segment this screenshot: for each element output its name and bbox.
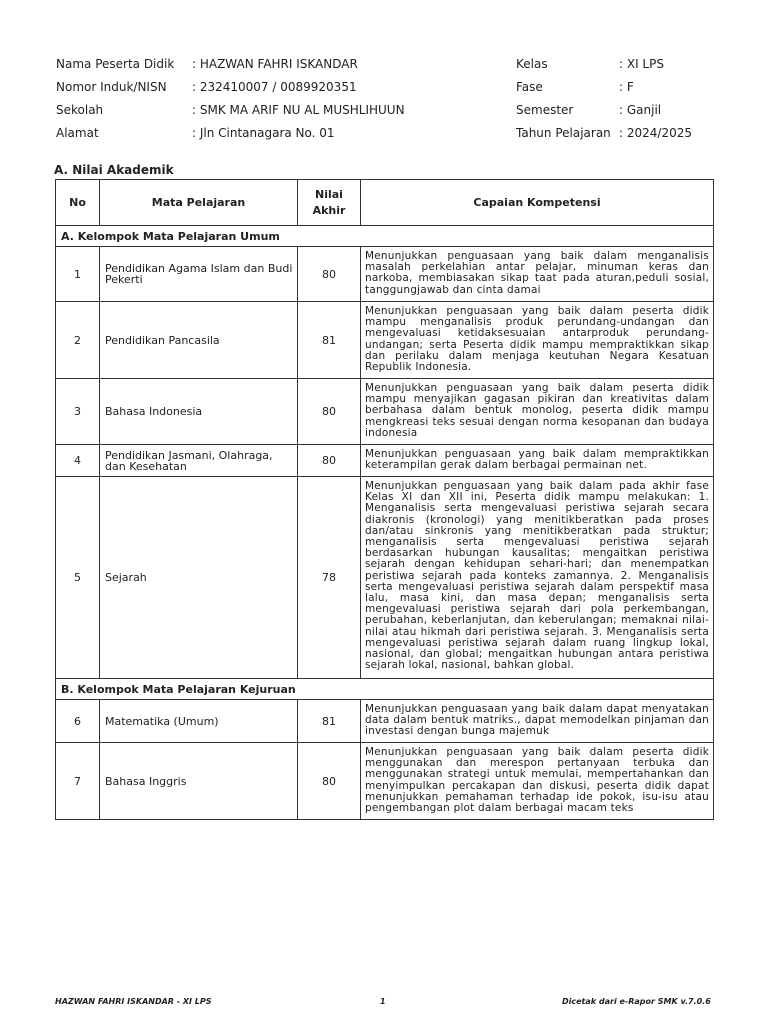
row-score: 81 [298, 302, 361, 379]
row-no: 3 [56, 379, 100, 445]
table-row [56, 743, 714, 820]
group-row-kejuruan [56, 679, 714, 700]
row-subject: Bahasa Indonesia [100, 379, 298, 445]
academic-year-value: : 2024/2025 [619, 126, 692, 140]
row-subject: Bahasa Inggris [100, 743, 298, 820]
row-score: 78 [298, 477, 361, 679]
row-competency: Menunjukkan penguasaan yang baik dalam pada akhir fase Kelas XI dan XII ini, Peserta didik mampu melakukan: 1. Menganalisis serta mengevaluasi peristiwa sejarah secara diakronis (kronologi) yang menitikberatkan pada proses dan/atau sinkronis yang menitikberatkan pada struktur; menganalisis serta mengevaluasi peristiwa sejarah berdasarkan hubungan kausalitas; mengaitkan peristiwa sejarah dengan kehidupan sehari-hari; dan menempatkan peristiwa sejarah pada konteks zamannya. 2. Menganalisis serta mengevaluasi peristiwa sejarah dalam perspektif masa lalu, masa kini, dan masa depan; menganalisis serta mengevaluasi peristiwa sejarah dari pola perkembangan, perubahan, keberlanjutan, dan keberulangan; memaknai nilai-nilai atau hikmah dari peristiwa sejarah. 3. Menganalisis serta mengevaluasi peristiwa sejarah dalam ruang lingkup lokal, nasional, dan global; mengaitkan hubungan antara peristiwa sejarah lokal, nasional, bahkan global. [361, 477, 714, 679]
table-row [56, 379, 714, 445]
row-subject: Pendidikan Agama Islam dan Budi Pekerti [100, 247, 298, 302]
table-row [56, 477, 714, 679]
row-score: 80 [298, 247, 361, 302]
table-row [56, 302, 714, 379]
table-row [56, 700, 714, 743]
header-competency: Capaian Kompetensi [361, 180, 714, 226]
group-row-umum [56, 226, 714, 247]
student-nisn-value: : 232410007 / 0089920351 [192, 80, 357, 94]
header-score-line2: Akhir [312, 203, 346, 217]
row-score: 80 [298, 743, 361, 820]
student-name-value: : HAZWAN FAHRI ISKANDAR [192, 57, 358, 71]
table-header-row [56, 180, 714, 226]
row-no: 1 [56, 247, 100, 302]
row-subject: Pendidikan Jasmani, Olahraga, dan Kesehatan [100, 445, 298, 477]
phase-value: : F [619, 80, 634, 94]
table-row [56, 445, 714, 477]
school-label: Sekolah [56, 103, 104, 117]
row-competency: Menunjukkan penguasaan yang baik dalam peserta didik mampu menganalisis produk perundang-undangan dan mengevaluasi ketidaksesuaian antarproduk perundang-undangan; serta Peserta didik mampu mempraktikkan sikap dan perilaku dalam menjaga keutuhan Negara Kesatuan Republik Indonesia. [361, 302, 714, 379]
row-score: 81 [298, 700, 361, 743]
semester-value: : Ganjil [619, 103, 662, 117]
table-row [56, 247, 714, 302]
address-label: Alamat [56, 126, 99, 140]
row-competency: Menunjukkan penguasaan yang baik dalam menganalisis masalah perkelahian antar pelajar, minuman keras dan narkoba, membiasakan sikap taat pada aturan,peduli sosial, tanggungjawab dan cinta damai [361, 247, 714, 302]
footer-student: HAZWAN FAHRI ISKANDAR - XI LPS [55, 997, 212, 1006]
class-label: Kelas [516, 57, 548, 71]
row-subject: Matematika (Umum) [100, 700, 298, 743]
student-nisn-label: Nomor Induk/NISN [56, 80, 167, 94]
row-subject: Sejarah [100, 477, 298, 679]
row-competency: Menunjukkan penguasaan yang baik dalam peserta didik menggunakan dan merespon pertanyaan terbuka dan menggunakan strategi untuk memulai, mempertahankan dan menyimpulkan percakapan dan diskusi, peserta didik dapat menunjukkan pemahaman terhadap ide pokok, isu-isu atau pengembangan plot dalam berbagai macam teks [361, 743, 714, 820]
phase-label: Fase [516, 80, 543, 94]
class-value: : XI LPS [619, 57, 664, 71]
row-no: 7 [56, 743, 100, 820]
footer-page-number: 1 [380, 997, 386, 1006]
grades-table [55, 179, 714, 820]
header-score-line1: Nilai [315, 187, 343, 201]
row-subject: Pendidikan Pancasila [100, 302, 298, 379]
address-value: : Jln Cintanagara No. 01 [192, 126, 335, 140]
row-no: 2 [56, 302, 100, 379]
semester-label: Semester [516, 103, 574, 117]
group-label-umum: A. Kelompok Mata Pelajaran Umum [56, 226, 714, 247]
header-no: No [56, 180, 100, 226]
student-name-label: Nama Peserta Didik [56, 57, 175, 71]
header-subject: Mata Pelajaran [100, 180, 298, 226]
row-competency: Menunjukkan penguasaan yang baik dalam dapat menyatakan data dalam bentuk matriks., dapat memodelkan pinjaman dan investasi dengan bunga majemuk [361, 700, 714, 743]
row-competency: Menunjukkan penguasaan yang baik dalam mempraktikkan keterampilan gerak dalam berbagai permainan net. [361, 445, 714, 477]
header-score [298, 180, 361, 226]
group-label-kejuruan: B. Kelompok Mata Pelajaran Kejuruan [56, 679, 714, 700]
row-competency: Menunjukkan penguasaan yang baik dalam peserta didik mampu menyajikan gagasan pikiran dan kreativitas dalam berbahasa dalam bentuk monolog, peserta didik mampu mengkreasi teks sesuai dengan norma kesopanan dan budaya indonesia [361, 379, 714, 445]
academic-year-label: Tahun Pelajaran [516, 126, 611, 140]
row-no: 6 [56, 700, 100, 743]
section-title: A. Nilai Akademik [54, 163, 174, 177]
footer-printed-by: Dicetak dari e-Rapor SMK v.7.0.6 [562, 997, 711, 1006]
row-score: 80 [298, 379, 361, 445]
row-score: 80 [298, 445, 361, 477]
row-no: 4 [56, 445, 100, 477]
row-no: 5 [56, 477, 100, 679]
school-value: : SMK MA ARIF NU AL MUSHLIHUUN [192, 103, 405, 117]
